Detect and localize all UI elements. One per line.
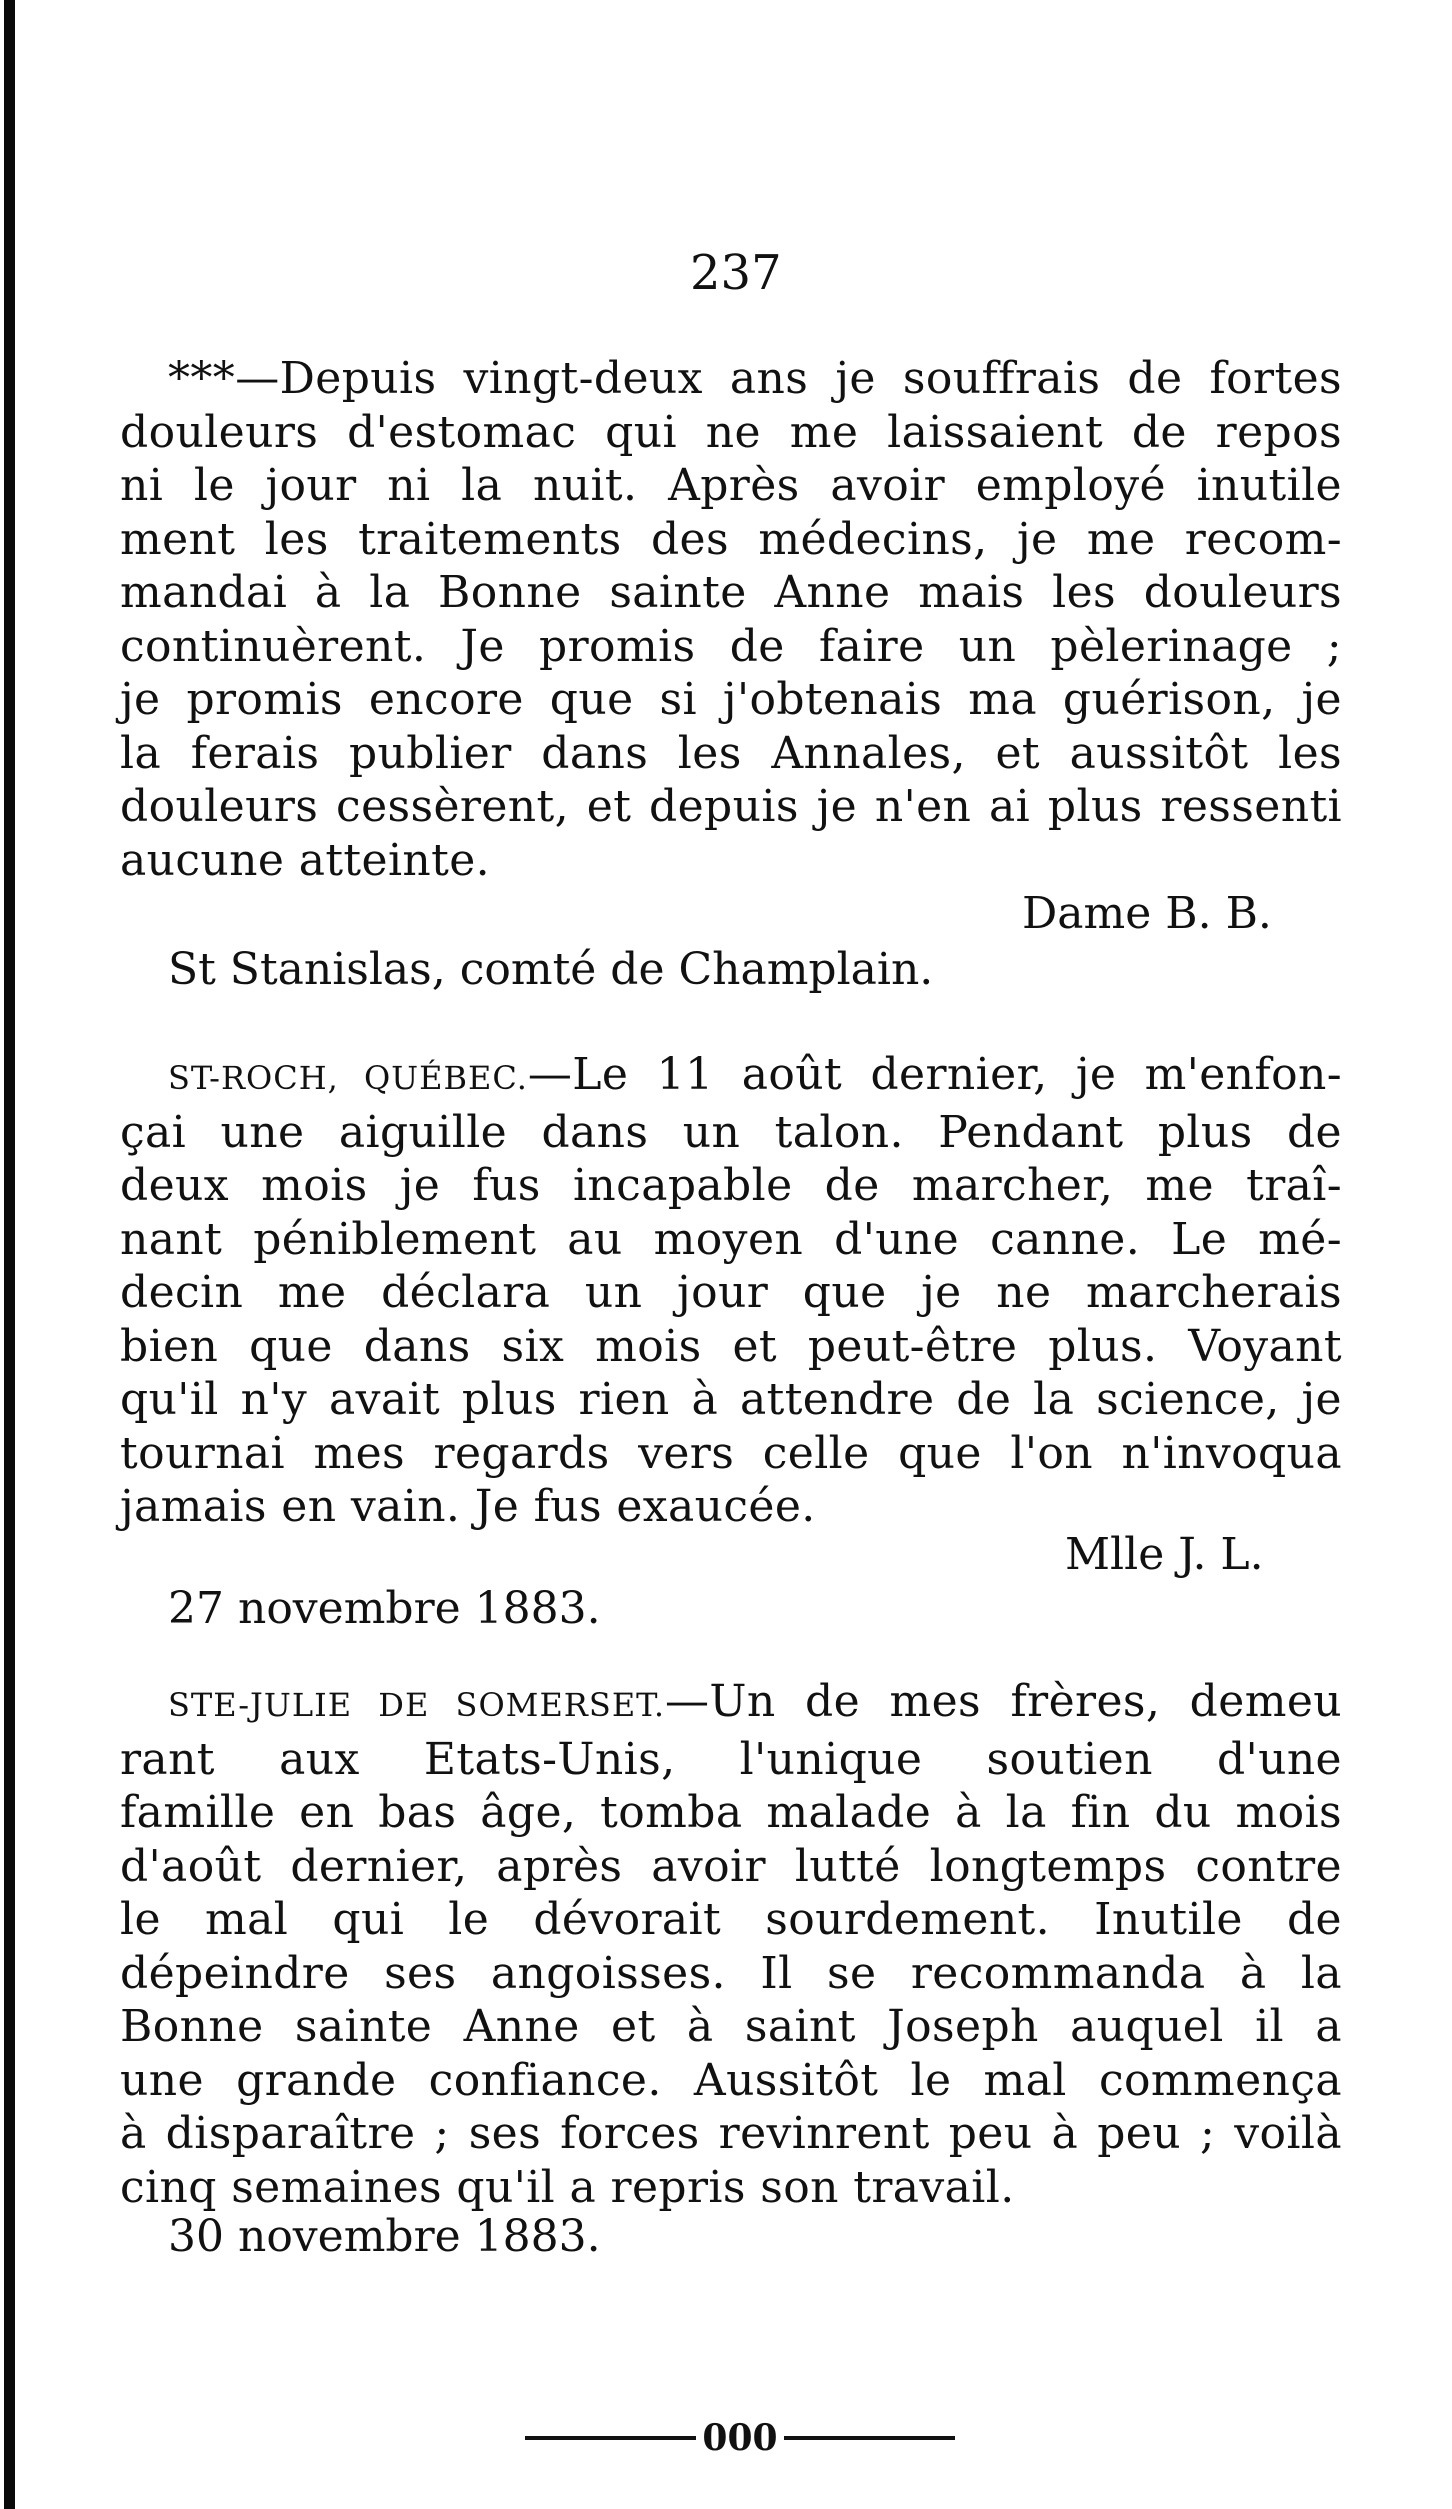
entry-2-line: çai une aiguille dans un talon. Pendant plus de xyxy=(120,1106,1342,1158)
entry-1-line: continuèrent. Je promis de faire un pèlerinage ; xyxy=(120,620,1342,672)
entry-3-first-line xyxy=(120,1675,1342,1733)
entry-3-line: cinq semaines qu'il a repris son travail. xyxy=(120,2161,1015,2213)
entry-3-heading: STE-JULIE DE SOMERSET. xyxy=(168,1686,665,1724)
entry-1-line: douleurs d'estomac qui ne me laissaient de repos xyxy=(120,406,1342,458)
entry-3-line: rant aux Etats-Unis, l'unique soutien d'une xyxy=(120,1733,1342,1785)
entry-1-place: St Stanislas, comté de Champlain. xyxy=(168,944,934,995)
entry-2-line: deux mois je fus incapable de marcher, me traî- xyxy=(120,1160,1342,1211)
entry-3-line: à disparaître ; ses forces revinrent peu à peu ; voilà xyxy=(120,2108,1342,2159)
entry-1-line: ***—Depuis vingt-deux ans je souffrais de fortes xyxy=(168,353,1342,404)
entry-2-body xyxy=(120,1048,1342,1534)
entry-1-line: je promis encore que si j'obtenais ma guérison, je xyxy=(120,674,1342,725)
divider-rule-right xyxy=(784,2436,955,2440)
entry-2-line: qu'il n'y avait plus rien à attendre de la science, je xyxy=(120,1374,1342,1425)
entry-3-line: famille en bas âge, tomba malade à la fin du mois xyxy=(120,1787,1342,1838)
entry-1-line: ni le jour ni la nuit. Après avoir employé inutile xyxy=(120,460,1342,511)
divider-ornament: 000 xyxy=(702,2417,778,2459)
entry-3-body xyxy=(120,1675,1342,2214)
entry-3-line: une grande confiance. Aussitôt le mal commença xyxy=(120,2054,1342,2106)
entry-2-line: jamais en vain. Je fus exaucée. xyxy=(120,1481,816,1532)
entry-2-line: bien que dans six mois et peut-être plus. Voyant xyxy=(120,1320,1342,1372)
entry-3-line: le mal qui le dévorait sourdement. Inutile de xyxy=(120,1894,1342,1945)
entry-2-line: —Le 11 août dernier, je m'enfon- xyxy=(527,1049,1343,1100)
entry-1-line: aucune atteinte. xyxy=(120,834,491,886)
entry-2-heading: ST-ROCH, QUÉBEC. xyxy=(168,1059,528,1097)
entry-2-first-line xyxy=(120,1048,1342,1106)
entry-3-place: 30 novembre 1883. xyxy=(168,2211,601,2262)
entry-1-line: douleurs cessèrent, et depuis je n'en ai plus ressenti xyxy=(120,781,1342,832)
entry-2-line: nant péniblement au moyen d'une canne. Le mé- xyxy=(120,1213,1342,1265)
page-edge-rule xyxy=(4,0,15,2509)
entry-3-line: Bonne sainte Anne et à saint Joseph auquel il a xyxy=(120,2001,1342,2052)
page-number: 237 xyxy=(690,245,782,301)
entry-1-line: la ferais publier dans les Annales, et aussitôt les xyxy=(120,727,1342,779)
entry-2-signature: Mlle J. L. xyxy=(1065,1529,1264,1580)
entry-3-line: d'août dernier, après avoir lutté longtemps contre xyxy=(120,1840,1342,1892)
entry-3-line: dépeindre ses angoisses. Il se recommanda à la xyxy=(120,1947,1342,1999)
entry-1-body xyxy=(120,352,1342,887)
section-divider xyxy=(525,2418,955,2458)
entry-3-line: —Un de mes frères, demeu xyxy=(665,1676,1342,1727)
divider-rule-left xyxy=(525,2436,696,2440)
entry-1-signature: Dame B. B. xyxy=(1022,888,1272,939)
entry-1-line: mandai à la Bonne sainte Anne mais les douleurs xyxy=(120,567,1342,618)
entry-1-line: ment les traitements des médecins, je me recom- xyxy=(120,513,1342,565)
entry-2-line: decin me déclara un jour que je ne marcherais xyxy=(120,1267,1342,1318)
entry-2-line: tournai mes regards vers celle que l'on n'invoqua xyxy=(120,1427,1342,1479)
entry-2-place: 27 novembre 1883. xyxy=(168,1583,601,1634)
